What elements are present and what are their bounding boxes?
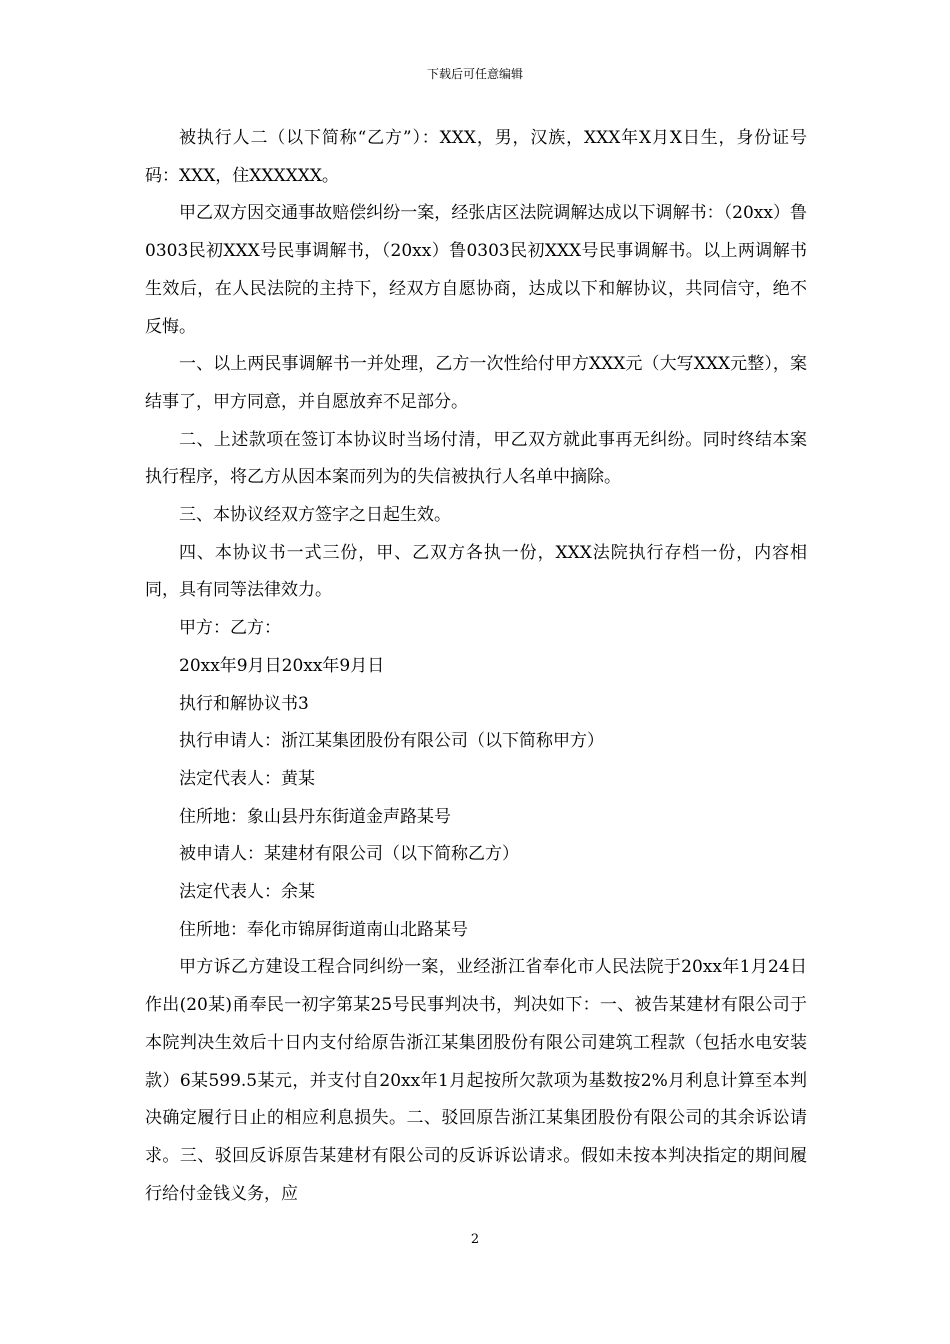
signature-parties: 甲方：乙方： xyxy=(179,618,281,639)
paragraph-clause-one: 一、以上两民事调解书一并处理，乙方一次性给付甲方XXX元（大写XXX元整），案结事了，甲方同意，并自愿放弃不足部分。 xyxy=(145,354,807,412)
paragraph-clause-two: 二、上述款项在签订本协议时当场付清，甲乙双方就此事再无纠纷。同时终结本案执行程序，将乙方从因本案而列为的失信被执行人名单中摘除。 xyxy=(145,429,807,488)
page-number: 2 xyxy=(470,1232,480,1247)
applicant-address-line: 住所地：象山县丹东街道金声路某号 xyxy=(179,806,451,827)
respondent-address-line: 住所地：奉化市锦屏街道南山北路某号 xyxy=(179,919,468,940)
page-header: 下载后可任意编辑 xyxy=(426,67,523,81)
respondent-representative-line: 法定代表人：余某 xyxy=(179,882,315,903)
applicant-representative-line: 法定代表人：黄某 xyxy=(179,768,315,789)
paragraph-clause-three: 三、本协议经双方签字之日起生效。 xyxy=(179,505,451,526)
signature-dates: 20xx年9月日20xx年9月日 xyxy=(179,655,385,676)
paragraph-judgment: 甲方诉乙方建设工程合同纠纷一案，业经浙江省奉化市人民法院于20xx年1月24日作出(20某)甬奉民一初字第某25号民事判决书，判决如下：一、被告某建材有限公司于本院判决生效后十日内支付给原告浙江某集团股份有限公司建筑工程款（包括水电安装款）6某599.5某元，并支付自20xx年1月起按所欠款项为基数按2%月利息计算至本判决确定履行日止的相应利息损失。二、驳回原告浙江某集团股份有限公司的其余诉讼请求。三、驳回反诉原告某建材有限公司的反诉诉讼请求。假如未按本判决指定的期间履行给付金钱义务，应 xyxy=(145,957,807,1204)
document-body xyxy=(145,120,807,1213)
applicant-line: 执行申请人：浙江某集团股份有限公司（以下简称甲方） xyxy=(179,731,604,752)
paragraph-clause-four: 四、本协议书一式三份，甲、乙双方各执一份，XXX法院执行存档一份，内容相同，具有同等法律效力。 xyxy=(145,542,807,601)
paragraph-respondent-two: 被执行人二（以下简称“乙方”）：XXX，男，汉族，XXX年X月X日生，身份证号码：XXX，住XXXXXX。 xyxy=(145,128,807,186)
document-section-title: 执行和解协议书3 xyxy=(179,693,309,714)
respondent-line: 被申请人：某建材有限公司（以下简称乙方） xyxy=(179,844,519,865)
paragraph-case-background: 甲乙双方因交通事故赔偿纠纷一案，经张店区法院调解达成以下调解书：（20xx）鲁0303民初XXX号民事调解书，（20xx）鲁0303民初XXX号民事调解书。以上两调解书生效后，在人民法院的主持下，经双方自愿协商，达成以下和解协议，共同信守，绝不反悔。 xyxy=(145,203,807,337)
